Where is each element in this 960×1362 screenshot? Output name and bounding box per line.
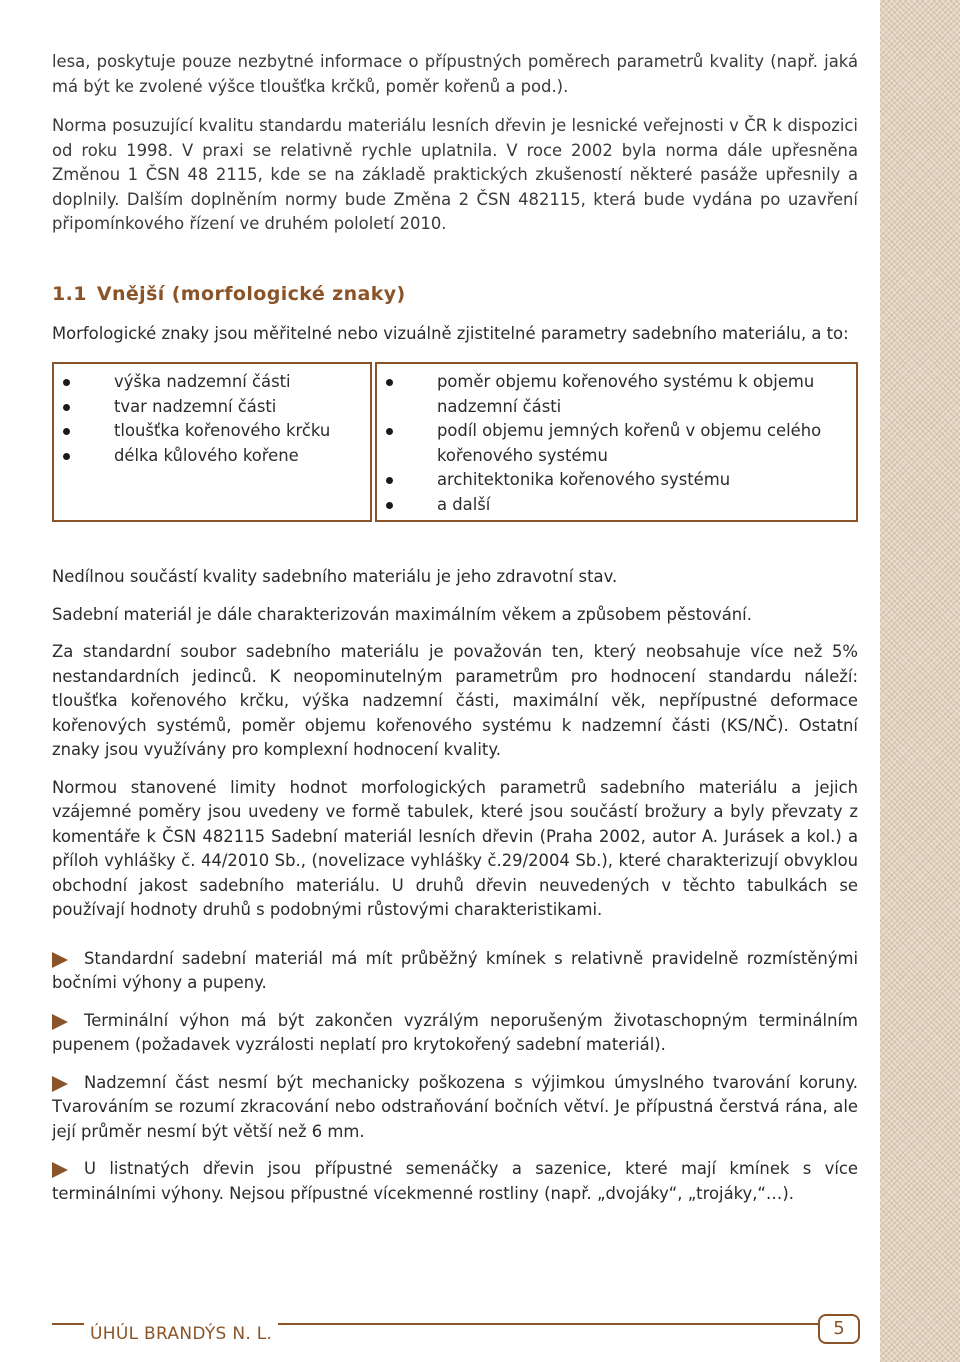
list-item: a další [377, 493, 846, 518]
body-paragraph-age: Sadební materiál je dále charakterizován maximálním věkem a způsobem pěstování. [52, 604, 752, 624]
bullet-dot-icon [386, 477, 393, 484]
list-item: tvar nadzemní části [54, 395, 360, 420]
list-item: výška nadzemní části [54, 370, 360, 395]
traits-left-column [52, 362, 372, 522]
arrow-bullet-2: Terminální výhon má být zakončen vyzrálým neporušeným životaschopným terminálním pupenem (požadavek vyzrálosti neplatí pro krytokořený sadební materiál). [52, 1010, 858, 1054]
section-title: Vnější (morfologické znaky) [96, 282, 406, 305]
page-number: 5 [818, 1314, 860, 1344]
page-content [52, 50, 858, 1206]
footer-title: ÚHÚL BRANDÝS N. L. [84, 1322, 278, 1346]
triangle-arrow-icon [52, 952, 68, 968]
decorative-side-strip [880, 0, 960, 1362]
intro-paragraph-2: Norma posuzující kvalitu standardu materiálu lesních dřevin je lesnické veřejnosti v ČR k dispozici od roku 1998. V praxi se relativně rychle uplatnila. V roce 2002 byla norma dále upřesněna Změnou 1 ČSN 48 2115, kde se na základě praktických zkušeností některé pasáže upřesnily a doplnily. Dalším doplněním normy bude Změna 2 ČSN 482115, která bude vydána po uzavření připomínkového řízení ve druhém pololetí 2010. [52, 116, 858, 233]
section-intro: Morfologické znaky jsou měřitelné nebo vizuálně zjistitelné parametry sadebního materiálu, a to: [52, 323, 849, 343]
traits-right-column [375, 362, 858, 522]
body-paragraph-limits: Normou stanovené limity hodnot morfologických parametrů sadebního materiálu a jejich vzájemné poměry jsou uvedeny ve formě tabulek, které jsou součástí brožury a byly převzaty z komentáře k ČSN 482115 Sadební materiál lesních dřevin (Praha 2002, autor A. Jurásek a kol.) a příloh vyhlášky č. 44/2010 Sb., (novelizace vyhlášky č.29/2004 Sb.), které charakterizují obvyklou obchodní jakost sadebního materiálu. U druhů dřevin neuvedených v těchto tabulkách se používají hodnoty druhů s podobnými růstovými charakteristikami. [52, 777, 858, 919]
bullet-dot-icon [386, 379, 393, 386]
intro-paragraph-1: lesa, poskytuje pouze nezbytné informace o přípustných poměrech parametrů kvality (např. jaká má být ke zvolené výšce tloušťka krčků, poměr kořenů a pod.). [52, 52, 858, 96]
bullet-dot-icon [63, 453, 70, 460]
bullet-dot-icon [386, 502, 393, 509]
triangle-arrow-icon [52, 1162, 68, 1178]
bullet-dot-icon [63, 379, 70, 386]
list-item: podíl objemu jemných kořenů v objemu celého kořenového systému [377, 419, 846, 468]
body-paragraph-standard: Za standardní soubor sadebního materiálu je považován ten, který neobsahuje více než 5% nestandardních jedinců. K neopominutelným parametrům pro hodnocení standardu náleží: tloušťka kořenového krčku, výška nadzemní části, maximální věk, nepřípustné deformace kořenových systémů, poměr objemu kořenového systému k nadzemní části (KS/NČ). Ostatní znaky jsou využívány pro komplexní hodnocení kvality. [52, 642, 858, 759]
triangle-arrow-icon [52, 1076, 68, 1092]
bullet-dot-icon [63, 404, 70, 411]
triangle-arrow-icon [52, 1014, 68, 1030]
bullet-dot-icon [386, 428, 393, 435]
list-item: architektonika kořenového systému [377, 468, 846, 493]
body-paragraph-health: Nedílnou součástí kvality sadebního materiálu je jeho zdravotní stav. [52, 567, 618, 586]
arrow-bullet-4: U listnatých dřevin jsou přípustné semenáčky a sazenice, které mají kmínek s více terminálními výhony. Nejsou přípustné vícekmenné rostliny (např. „dvojáky“, „trojáky,“…). [52, 1159, 858, 1203]
section-number: 1.1 [52, 282, 87, 305]
arrow-bullet-3: Nadzemní část nesmí být mechanicky poškozena s výjimkou úmyslného tvarování koruny. Tvarováním se rozumí zkracování nebo odstraňování bočních větví. Je přípustná čerstvá rána, ale její průměr nesmí být větší než 6 mm. [52, 1072, 858, 1141]
bullet-dot-icon [63, 428, 70, 435]
list-item: tloušťka kořenového krčku [54, 419, 360, 444]
list-item: délka kůlového kořene [54, 444, 360, 469]
list-item: poměr objemu kořenového systému k objemu nadzemní části [377, 370, 846, 419]
arrow-bullet-1: Standardní sadební materiál má mít průběžný kmínek s relativně pravidelně rozmístěnými bočními výhony a pupeny. [52, 948, 858, 992]
morphological-traits-box [52, 362, 858, 522]
section-heading [52, 283, 858, 305]
